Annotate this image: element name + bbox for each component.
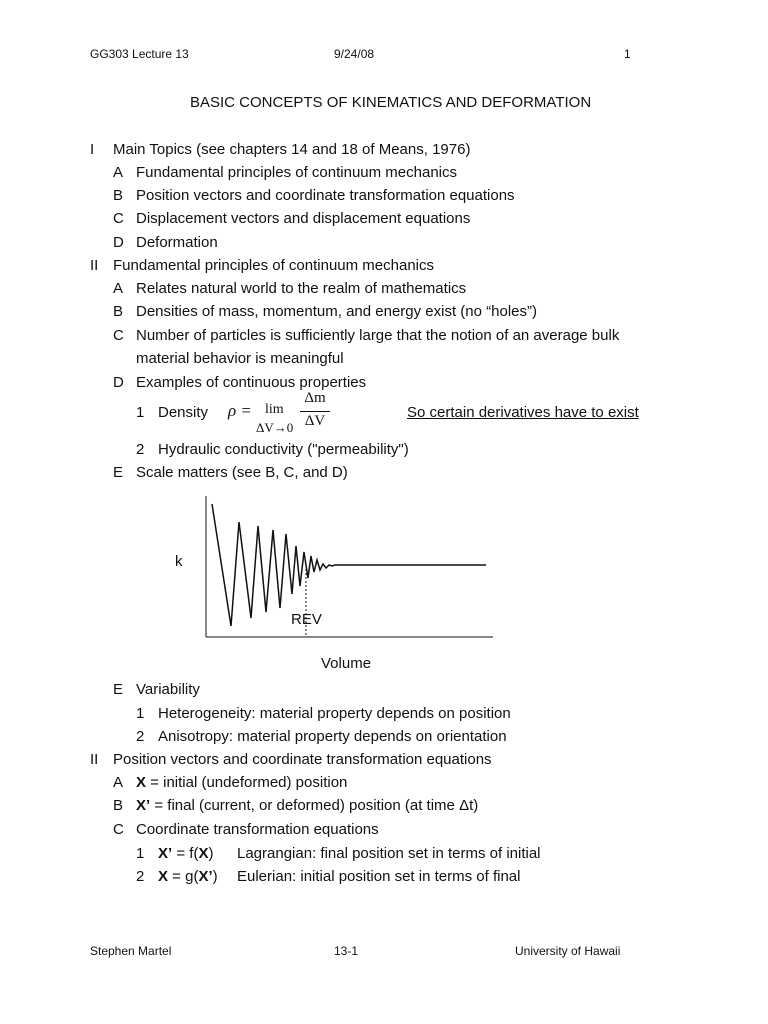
header-date: 9/24/08 bbox=[334, 47, 375, 61]
s2-d1-text: Density bbox=[158, 404, 209, 421]
s2-item-c-letter: C bbox=[113, 327, 124, 344]
s3-c2-number: 2 bbox=[136, 868, 145, 885]
s2-item-b-text: Densities of mass, momentum, and energy exist (no “holes”) bbox=[136, 303, 537, 320]
c2-function: = g( bbox=[168, 868, 199, 885]
s3-item-c-text: Coordinate transformation equations bbox=[136, 821, 379, 838]
s2-item-e-text: Scale matters (see B, C, and D) bbox=[136, 464, 348, 481]
s3-c1-text: Lagrangian: final position set in terms of initial bbox=[237, 845, 541, 862]
s2-item-e2-text: Variability bbox=[136, 681, 200, 698]
s1-item-d-letter: D bbox=[113, 234, 124, 251]
vector-x-prime-symbol: X’ bbox=[136, 797, 151, 814]
s1-item-b-letter: B bbox=[113, 187, 124, 204]
c1-close-paren: ) bbox=[208, 845, 214, 862]
section-2-number: II bbox=[90, 257, 99, 274]
s1-item-a-letter: A bbox=[113, 164, 124, 181]
section-2-heading: Fundamental principles of continuum mechanics bbox=[113, 257, 434, 274]
s3-c1-equation bbox=[158, 845, 213, 862]
c2-close-paren: ) bbox=[212, 868, 218, 885]
rev-graph bbox=[180, 490, 510, 650]
s1-item-b-text: Position vectors and coordinate transformation equations bbox=[136, 187, 515, 204]
s3-item-b-letter: B bbox=[113, 797, 124, 814]
c1-lhs-symbol: X’ bbox=[158, 845, 173, 862]
s2-e2-2-number: 2 bbox=[136, 728, 145, 745]
s2-item-e2-letter: E bbox=[113, 681, 124, 698]
header-course: GG303 Lecture 13 bbox=[90, 47, 189, 61]
s1-item-d-text: Deformation bbox=[136, 234, 218, 251]
s2-item-c-text-1: Number of particles is sufficiently large that the notion of an average bulk bbox=[136, 327, 620, 344]
s2-item-a-letter: A bbox=[113, 280, 124, 297]
s2-item-d-letter: D bbox=[113, 374, 124, 391]
limit-subscript: ΔV→0 bbox=[256, 420, 294, 435]
graph-y-label: k bbox=[175, 553, 183, 570]
section-3-number: II bbox=[90, 751, 99, 768]
s2-d2-number: 2 bbox=[136, 441, 145, 458]
vector-x-symbol: X bbox=[136, 774, 147, 791]
c2-lhs-symbol: X bbox=[158, 868, 169, 885]
s3-c2-equation bbox=[158, 868, 218, 885]
s3-item-c-letter: C bbox=[113, 821, 124, 838]
section-1-heading: Main Topics (see chapters 14 and 18 of Means, 1976) bbox=[113, 141, 471, 158]
section-3-heading: Position vectors and coordinate transformation equations bbox=[113, 751, 492, 768]
s3-item-b-text: = final (current, or deformed) position (at time Δt) bbox=[150, 797, 479, 814]
s1-item-a-text: Fundamental principles of continuum mechanics bbox=[136, 164, 457, 181]
s2-item-b-letter: B bbox=[113, 303, 124, 320]
c2-arg-symbol: X’ bbox=[198, 868, 213, 885]
s3-item-a-letter: A bbox=[113, 774, 124, 791]
s3-item-a-line bbox=[136, 774, 347, 791]
footer-author: Stephen Martel bbox=[90, 944, 172, 958]
s3-item-b-line bbox=[136, 797, 478, 814]
header-page: 1 bbox=[624, 47, 631, 61]
c1-arg-symbol: X bbox=[198, 845, 209, 862]
fraction-denominator: ΔV bbox=[304, 413, 326, 429]
graph-oscillation-curve bbox=[212, 504, 486, 626]
footer-school: University of Hawaii bbox=[515, 944, 621, 958]
s2-item-a-text: Relates natural world to the realm of mathematics bbox=[136, 280, 467, 297]
graph-x-label: Volume bbox=[321, 655, 372, 672]
s3-c1-number: 1 bbox=[136, 845, 145, 862]
fraction-bar bbox=[300, 411, 330, 412]
s2-e2-1-number: 1 bbox=[136, 705, 145, 722]
footer-page: 13-1 bbox=[334, 944, 359, 958]
s2-d1-number: 1 bbox=[136, 404, 145, 421]
section-1-number: I bbox=[90, 141, 95, 158]
s2-item-e-letter: E bbox=[113, 464, 124, 481]
rev-label: REV bbox=[291, 611, 322, 628]
s2-item-c-text-2: material behavior is meaningful bbox=[136, 350, 344, 367]
s1-item-c-letter: C bbox=[113, 210, 124, 227]
density-rho: ρ = bbox=[228, 401, 252, 420]
s2-d2-text: Hydraulic conductivity ("permeability") bbox=[158, 441, 409, 458]
s2-e2-1-text: Heterogeneity: material property depends on position bbox=[158, 705, 511, 722]
s3-item-a-text: = initial (undeformed) position bbox=[146, 774, 348, 791]
s2-e2-2-text: Anisotropy: material property depends on orientation bbox=[158, 728, 507, 745]
derivatives-note: So certain derivatives have to exist bbox=[407, 404, 639, 421]
s1-item-c-text: Displacement vectors and displacement equations bbox=[136, 210, 471, 227]
s3-c2-text: Eulerian: initial position set in terms of final bbox=[237, 868, 521, 885]
s2-item-d-text: Examples of continuous properties bbox=[136, 374, 367, 391]
fraction-numerator: Δm bbox=[304, 390, 326, 406]
limit-operator: lim bbox=[265, 402, 284, 417]
c1-function: = f( bbox=[172, 845, 199, 862]
page-title: BASIC CONCEPTS OF KINEMATICS AND DEFORMATION bbox=[190, 94, 592, 111]
